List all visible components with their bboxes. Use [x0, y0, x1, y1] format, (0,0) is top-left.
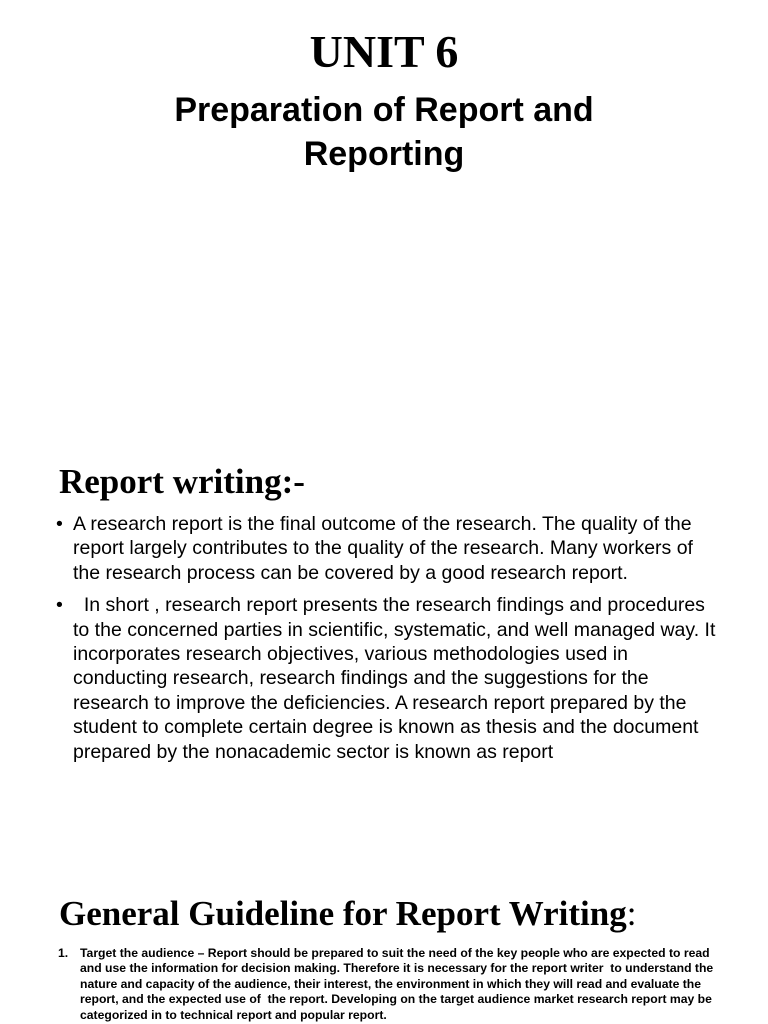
report-writing-bullets: [56, 512, 721, 772]
guideline-heading: [59, 894, 636, 934]
slide-report-writing: [0, 440, 768, 870]
bullet-dot-icon: •: [56, 513, 63, 535]
bullet-text: A research report is the final outcome of the research. The quality of the report largely contributes to the quality of the research. Many workers of the research process can be covered by a good research report.: [73, 513, 699, 584]
slide-general-guideline: [0, 870, 768, 1024]
guideline-list: [58, 946, 718, 1023]
report-writing-heading: Report writing:-: [59, 462, 305, 501]
bullet-item: [56, 593, 721, 764]
guideline-item: [58, 946, 718, 1023]
unit-subtitle: Preparation of Report and Reporting: [174, 91, 594, 173]
bullet-item: [56, 512, 716, 585]
unit-title: UNIT 6: [309, 26, 459, 77]
slide-title: [0, 0, 768, 440]
bullet-text: In short , research report presents the research findings and procedures to the concerned parties in scientific, systematic, and well managed way. It incorporates research objectives, various methodologies used in conducting research, research findings and the suggestions for the research to improve the deficiencies. A research report prepared by the student to complete certain degree is known as thesis and the document prepared by the nonacademic sector is known as report: [73, 594, 721, 763]
guideline-item-number: 1.: [58, 946, 69, 960]
guideline-heading-text: General Guideline for Report Writing: [59, 894, 627, 933]
guideline-item-text: Target the audience – Report should be prepared to suit the need of the key people who are expected to read and use the information for decision making. Therefore it is necessary for the report writer to understand the nature and capacity of the audience, their interest, the environment in which they will read and evaluate the report, and the expected use of the report. Developing on the target audience market research report may be categorized in to technical report and popular report.: [80, 946, 717, 1022]
bullet-dot-icon: •: [56, 594, 63, 617]
guideline-heading-colon: :: [626, 894, 637, 933]
